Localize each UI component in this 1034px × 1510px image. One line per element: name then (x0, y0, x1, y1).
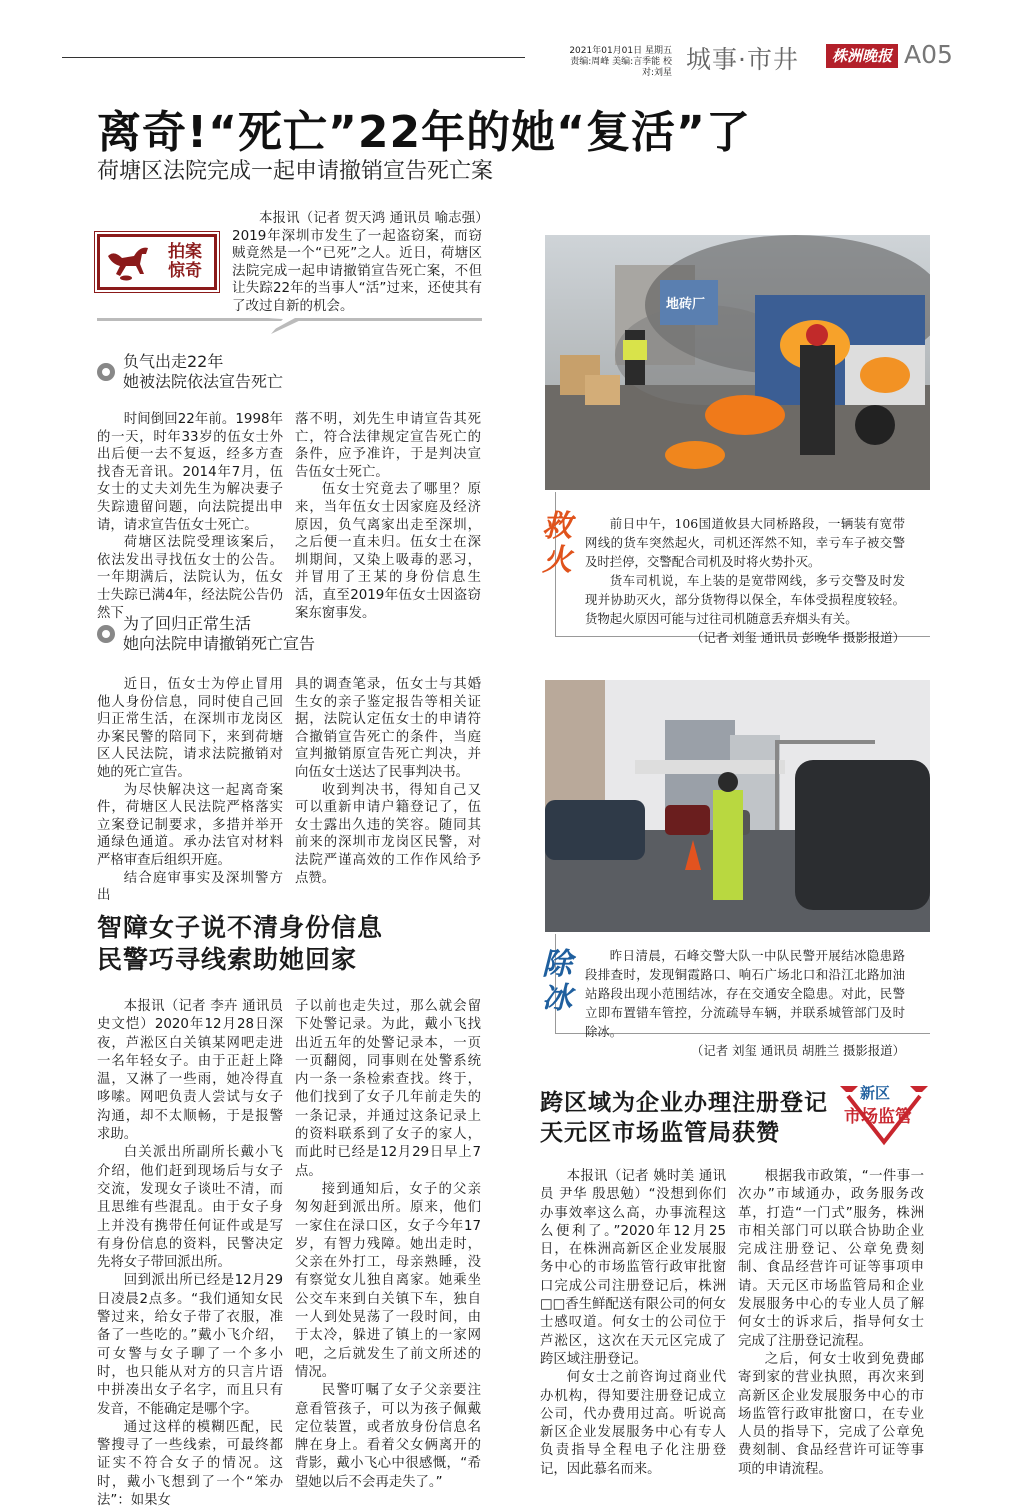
paragraph: 荷塘区法院受理该案后，依法发出寻找伍女士的公告。一年期满后，法院认为，伍女士失踪已满4年，经法院公告仍然下 (97, 535, 283, 621)
article1-subtitle: 荷塘区法院完成一起申请撤销宣告死亡案 (97, 159, 494, 184)
paragraph: 通过这样的模糊匹配，民警搜寻了一些线索，可最终都证实不符合女子的情况。这时，戴小飞想到了一个“笨办法”：如果女 (97, 1419, 283, 1509)
header-rule (62, 57, 525, 58)
heading-line: 她被法院依法宣告死亡 (123, 372, 284, 391)
heading-line: 负气出走22年 (123, 352, 224, 371)
section1-heading (97, 352, 283, 392)
section2-heading (97, 614, 315, 654)
paragraph: 本报讯（记者 姚时美 通讯员 尹华 殷思勉）“没想到你们办事效率这么高，办事流程这么便利了。”2020年12月25日，在株洲高新区企业发展服务中心的市场监管行政审批窗口完成公司注册登记后，株洲□□香生鲜配送有限公司的何女士感叹道。何女士的公司位于芦淞区，这次在天元区完成了跨区域注册登记。 (540, 1169, 726, 1367)
article3-title (540, 1088, 828, 1148)
article3-col2 (738, 1168, 924, 1479)
truck-fire-photo (545, 235, 930, 490)
section1-col2 (295, 411, 481, 622)
paragraph: 为尽快解决这一起离奇案件，荷塘区人民法院严格落实立案登记制要求，多措并举开通绿色通道。承办法官对材料严格审查后组织开庭。 (97, 782, 283, 868)
horse-icon (104, 242, 152, 282)
paragraph: 近日，伍女士为停止冒用他人身份信息，同时使自己回归正常生活，在深圳市龙岗区办案民警的陪同下，来到荷塘区人民法院，请求法院撤销对她的死亡宣告。 (97, 677, 283, 780)
issue-date: 2021年01月01日 星期五 (569, 46, 672, 56)
paragraph: 白关派出所副所长戴小飞介绍，他们赶到现场后与女子交流，发现女子谈吐不清，而且思维有些混乱。由于女子身上并没有携带任何证件或是写有身份信息的资料，民警决定先将女子带回派出所。 (97, 1145, 283, 1271)
stamp-text (160, 243, 210, 281)
article1-lead (232, 210, 482, 316)
paragraph: 接到通知后，女子的父亲匆匆赶到派出所。原来，他们一家住在渌口区，女子今年17岁，有智力残障。她出走时，父亲在外打工，母亲熟睡，没有察觉女儿独自离家。她乘坐公交车来到白关镇下车，独自一人到处晃荡了一段时间，由于太冷，躲进了镇上的一家网吧，之后就发生了前文所述的情况。 (295, 1181, 481, 1380)
ring-bullet-icon (97, 625, 115, 643)
issue-meta (560, 46, 672, 79)
caption-paragraph: 昨日清晨，石峰交警大队一中队民警开展结冰隐患路段排查时，发现铜霞路口、响石广场北口和沿江北路加油站路段出现小范围结冰，存在交通安全隐患。对此，民警立即布置错车管控，分流疏导车辆，并联系城管部门及时除冰。 (585, 948, 905, 1039)
deicing-photo (545, 680, 930, 932)
title-line: 天元区市场监管局获赞 (540, 1119, 780, 1146)
paragraph: 之后，何女士收到免费邮寄到家的营业执照，再次来到高新区企业发展服务中心的市场监管行政审批窗口，在专业人员的指导下，完成了公章免费刻制、食品经营许可证等事项的申请流程。 (738, 1351, 924, 1477)
stamp-line: 惊奇 (168, 261, 202, 281)
section2-col2 (295, 676, 481, 887)
callout-notch (265, 318, 305, 336)
badge-line: 新区 (860, 1084, 891, 1102)
paragraph: 根据我市政策，“一件事一次办”市域通办，政务服务改革，打造“一门式”服务，株洲市相关部门可以联合协助企业完成注册登记、公章免费刻制、食品经营许可证等事项申请。天元区市场监管局和企业发展服务中心的专业人员了解何女士的诉求后，指导何女士完成了注册登记流程。 (738, 1169, 924, 1349)
section2-col1 (97, 676, 283, 905)
title-line: 智障女子说不清身份信息 (97, 913, 384, 942)
paragraph: 落不明，刘先生申请宣告其死亡，符合法律规定宣告死亡的条件，应予准许，于是判决宣告伍女士死亡。 (295, 412, 481, 480)
paper-logo: 株洲晚报 (826, 44, 898, 68)
paragraph: 时间倒回22年前。1998年的一天，时年33岁的伍女士外出后便一去不复返，经多方查找杳无音讯。2014年7月，伍女士的丈夫刘先生为解决妻子失踪遗留问题，向法院提出申请，请求宣告伍女士死亡。 (97, 412, 283, 533)
paragraph: 子以前也走失过，那么就会留下处警记录。为此，戴小飞找出近五年的处警记录本，一页一页翻阅，同事则在处警系统内一条一条检索查找。终于，他们找到了女子几年前走失的一条记录，并通过这条记录上的资料联系到了女子的家人，而此时已经是12月29日早上7点。 (295, 999, 481, 1179)
article2-col2 (295, 998, 481, 1492)
paragraph: 何女士之前咨询过商业代办机构，得知要注册登记成立公司，代办费用过高。听说高新区企业发展服务中心有专人负责指导全程电子化注册登记，因此慕名而来。 (540, 1370, 726, 1477)
article3-col1 (540, 1168, 726, 1479)
paragraph: 伍女士究竟去了哪里？原来，当年伍女士因家庭及经济原因，负气离家出走至深圳，之后便一直未归。伍女士在深圳期间，又染上吸毒的恶习，并冒用了王某的身份信息生活，直至2019年伍女士因盗窃案东窗事发。 (295, 482, 481, 621)
column-stamp-logo (97, 234, 217, 290)
title-line: 民警巧寻线索助她回家 (97, 945, 358, 974)
ice-label: 除冰 (542, 947, 572, 1016)
fire-caption (585, 514, 905, 647)
road-scene-image (545, 680, 930, 932)
badge-line: 市场监管 (844, 1107, 912, 1127)
paragraph: 具的调查笔录，伍女士与其婚生女的亲子鉴定报告等相关证据，法院认定伍女士的申请符合撤销宣告死亡的条件，当庭宣判撤销原宣告死亡判决，并向伍女士送达了民事判决书。 (295, 677, 481, 780)
fire-scene-image (545, 235, 930, 490)
lead-paragraph: 本报讯（记者 贺天鸿 通讯员 喻志强）2019年深圳市发生了一起盗窃案，而窃贼竟然是一个“已死”之人。近日，荷塘区法院完成一起申请撤销宣告死亡案，不但让失踪22年的当事人“活”过来，还使其有了改过自新的机会。 (232, 210, 482, 314)
caption-paragraph: 货车司机说，车上装的是宽带网线，多亏交警及时发现并协助灭火，部分货物得以保全，车体受损程度较轻。货物起火原因可能与过往司机随意丢弃烟头有关。 (585, 573, 905, 626)
paragraph: 本报讯（记者 李卉 通讯员 史文恺）2020年12月28日深夜，芦淞区白关镇某网吧走进一名年轻女子。由于正赶上降温，又淋了一些雨，她冷得直哆嗦。网吧负责人尝试与女子沟通，却不太顺畅，于是报警求助。 (97, 999, 283, 1143)
article2-title (97, 912, 383, 976)
section-name: 城事·市井 (686, 45, 799, 74)
shop-sign: 地砖厂 (666, 297, 706, 312)
market-supervision-badge (838, 1082, 930, 1146)
stamp-line: 拍案 (168, 242, 202, 262)
photo-credit: （记者 刘玺 通讯员 彭晚华 摄影报道） (690, 630, 905, 645)
heading-line: 她向法院申请撤销死亡宣告 (123, 634, 316, 653)
article2-col1 (97, 998, 283, 1510)
article1-title: 离奇!“死亡”22年的她“复活”了 (97, 107, 751, 158)
paragraph: 民警叮嘱了女子父亲要注意看管孩子，可以为孩子佩戴定位装置，或者放身份信息名牌在身上。看着父女俩离开的背影，戴小飞心中很感慨，“希望她以后不会再走失了。” (295, 1383, 481, 1490)
ice-caption (585, 946, 905, 1060)
ring-bullet-icon (97, 363, 115, 381)
page-number: A05 (904, 40, 953, 69)
photo-credit: （记者 刘玺 通讯员 胡胜兰 摄影报道） (690, 1043, 905, 1058)
paragraph: 回到派出所已经是12月29日凌晨2点多。“我们通知女民警过来，给女子带了衣服，准备了一些吃的。”戴小飞介绍，可女警与女子聊了一个多小时，也只能从对方的只言片语中拼凑出女子名字，而且只有发音，不能确定是哪个字。 (97, 1273, 283, 1417)
paragraph: 收到判决书，得知自己又可以重新申请户籍登记了，伍女士露出久违的笑容。随同其前来的深圳市龙岗区民警，对法院严谨高效的工作作风给予点赞。 (295, 782, 481, 886)
editor-credits: 责编:周峰 美编:言季能 校对:刘星 (570, 57, 672, 78)
section1-col1 (97, 411, 283, 622)
paragraph: 结合庭审事实及深圳警方出 (97, 870, 283, 904)
title-line: 跨区域为企业办理注册登记 (540, 1089, 828, 1116)
caption-paragraph: 前日中午，106国道攸县大同桥路段，一辆装有宽带网线的货车突然起火，司机还浑然不知，幸亏车子被交警及时拦停，交警配合司机及时将火势扑灭。 (585, 516, 905, 569)
heading-line: 为了回归正常生活 (123, 614, 252, 633)
fire-label: 救火 (542, 509, 572, 578)
